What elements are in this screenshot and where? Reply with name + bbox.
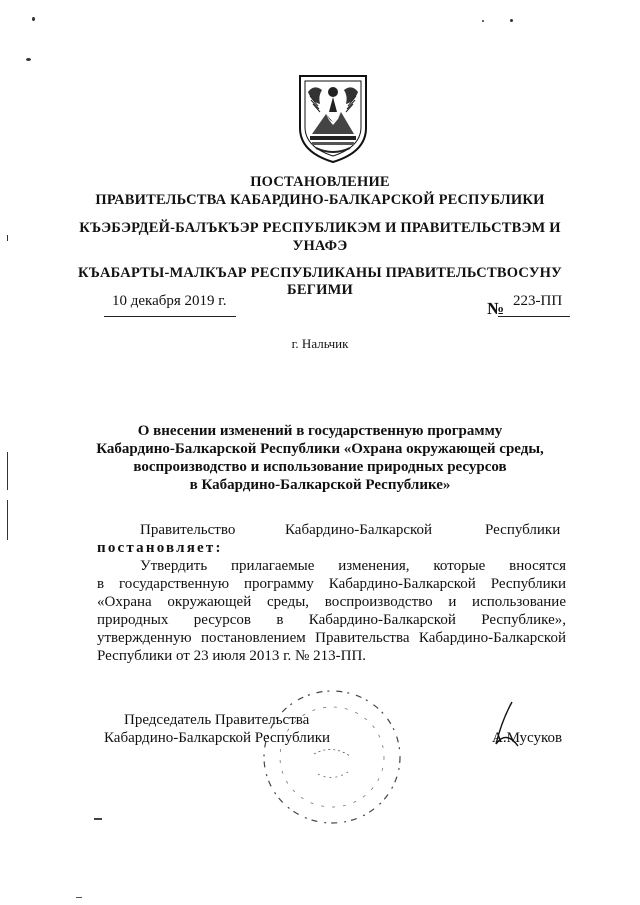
subject-line1: О внесении изменений в государственную программу	[137, 423, 503, 439]
body-line3: «Охрана окружающей среды, воспроизводство и использование	[97, 594, 566, 610]
body-word-kbr: Кабардино-Балкарской	[285, 522, 433, 538]
scan-speck	[482, 20, 484, 22]
document-number: 223-ПП	[513, 293, 563, 309]
scan-speck	[26, 58, 31, 61]
scan-edge-mark	[7, 235, 8, 241]
signatory-role-line2: Кабардино-Балкарской Республики	[104, 730, 331, 746]
government-name-balkar-line2: БЕГИМИ	[287, 282, 353, 298]
body-line2: в государственную программу Кабардино-Балкарской Республики	[97, 576, 566, 592]
subject-line2: Кабардино-Балкарской Республики «Охрана окружающей среды,	[96, 441, 544, 457]
body-line6: Республики от 23 июля 2013 г. № 213-ПП.	[97, 648, 367, 664]
document-title: ПОСТАНОВЛЕНИЕ	[250, 174, 390, 190]
scan-edge-mark	[7, 452, 8, 490]
government-name-kabardian-line2: УНАФЭ	[292, 238, 348, 254]
date-underline	[104, 316, 236, 317]
scan-dash	[94, 818, 102, 820]
scan-edge-mark	[7, 500, 8, 540]
body-line1: Утвердить прилагаемые изменения, которые вносятся	[140, 558, 566, 574]
subject-line3: воспроизводство и использование природных ресурсов	[133, 459, 507, 475]
government-name-russian: ПРАВИТЕЛЬСТВА КАБАРДИНО-БАЛКАРСКОЙ РЕСПУБЛИКИ	[95, 192, 545, 208]
scan-speck	[32, 17, 35, 21]
scan-speck	[510, 19, 513, 22]
document-date: 10 декабря 2019 г.	[112, 293, 227, 309]
decree-word: постановляет:	[97, 540, 223, 556]
city-label: г. Нальчик	[291, 336, 349, 351]
body-word-government: Правительство	[140, 522, 236, 538]
subject-line4: в Кабардино-Балкарской Республике»	[189, 477, 451, 493]
body-word-republic: Республики	[485, 522, 561, 538]
scan-dash	[76, 897, 82, 898]
number-sign: №	[487, 299, 505, 318]
signatory-name: А.Мусуков	[492, 730, 563, 746]
coat-of-arms-emblem	[296, 72, 370, 164]
body-line4: природных ресурсов в Кабардино-Балкарской Республике»,	[97, 612, 566, 628]
signatory-role-line1: Председатель Правительства	[124, 712, 310, 728]
official-stamp	[258, 684, 406, 830]
government-name-kabardian-line1: КЪЭБЭРДЕЙ-БАЛЪКЪЭР РЕСПУБЛИКЭМ И ПРАВИТЕЛЬСТВЭМ И	[79, 220, 561, 236]
body-line5: утвержденную постановлением Правительства Кабардино-Балкарской	[97, 630, 566, 646]
government-name-balkar-line1: КЪАБАРТЫ-МАЛКЪАР РЕСПУБЛИКАНЫ ПРАВИТЕЛЬСТВОСУНУ	[78, 265, 562, 281]
number-underline	[498, 316, 570, 317]
